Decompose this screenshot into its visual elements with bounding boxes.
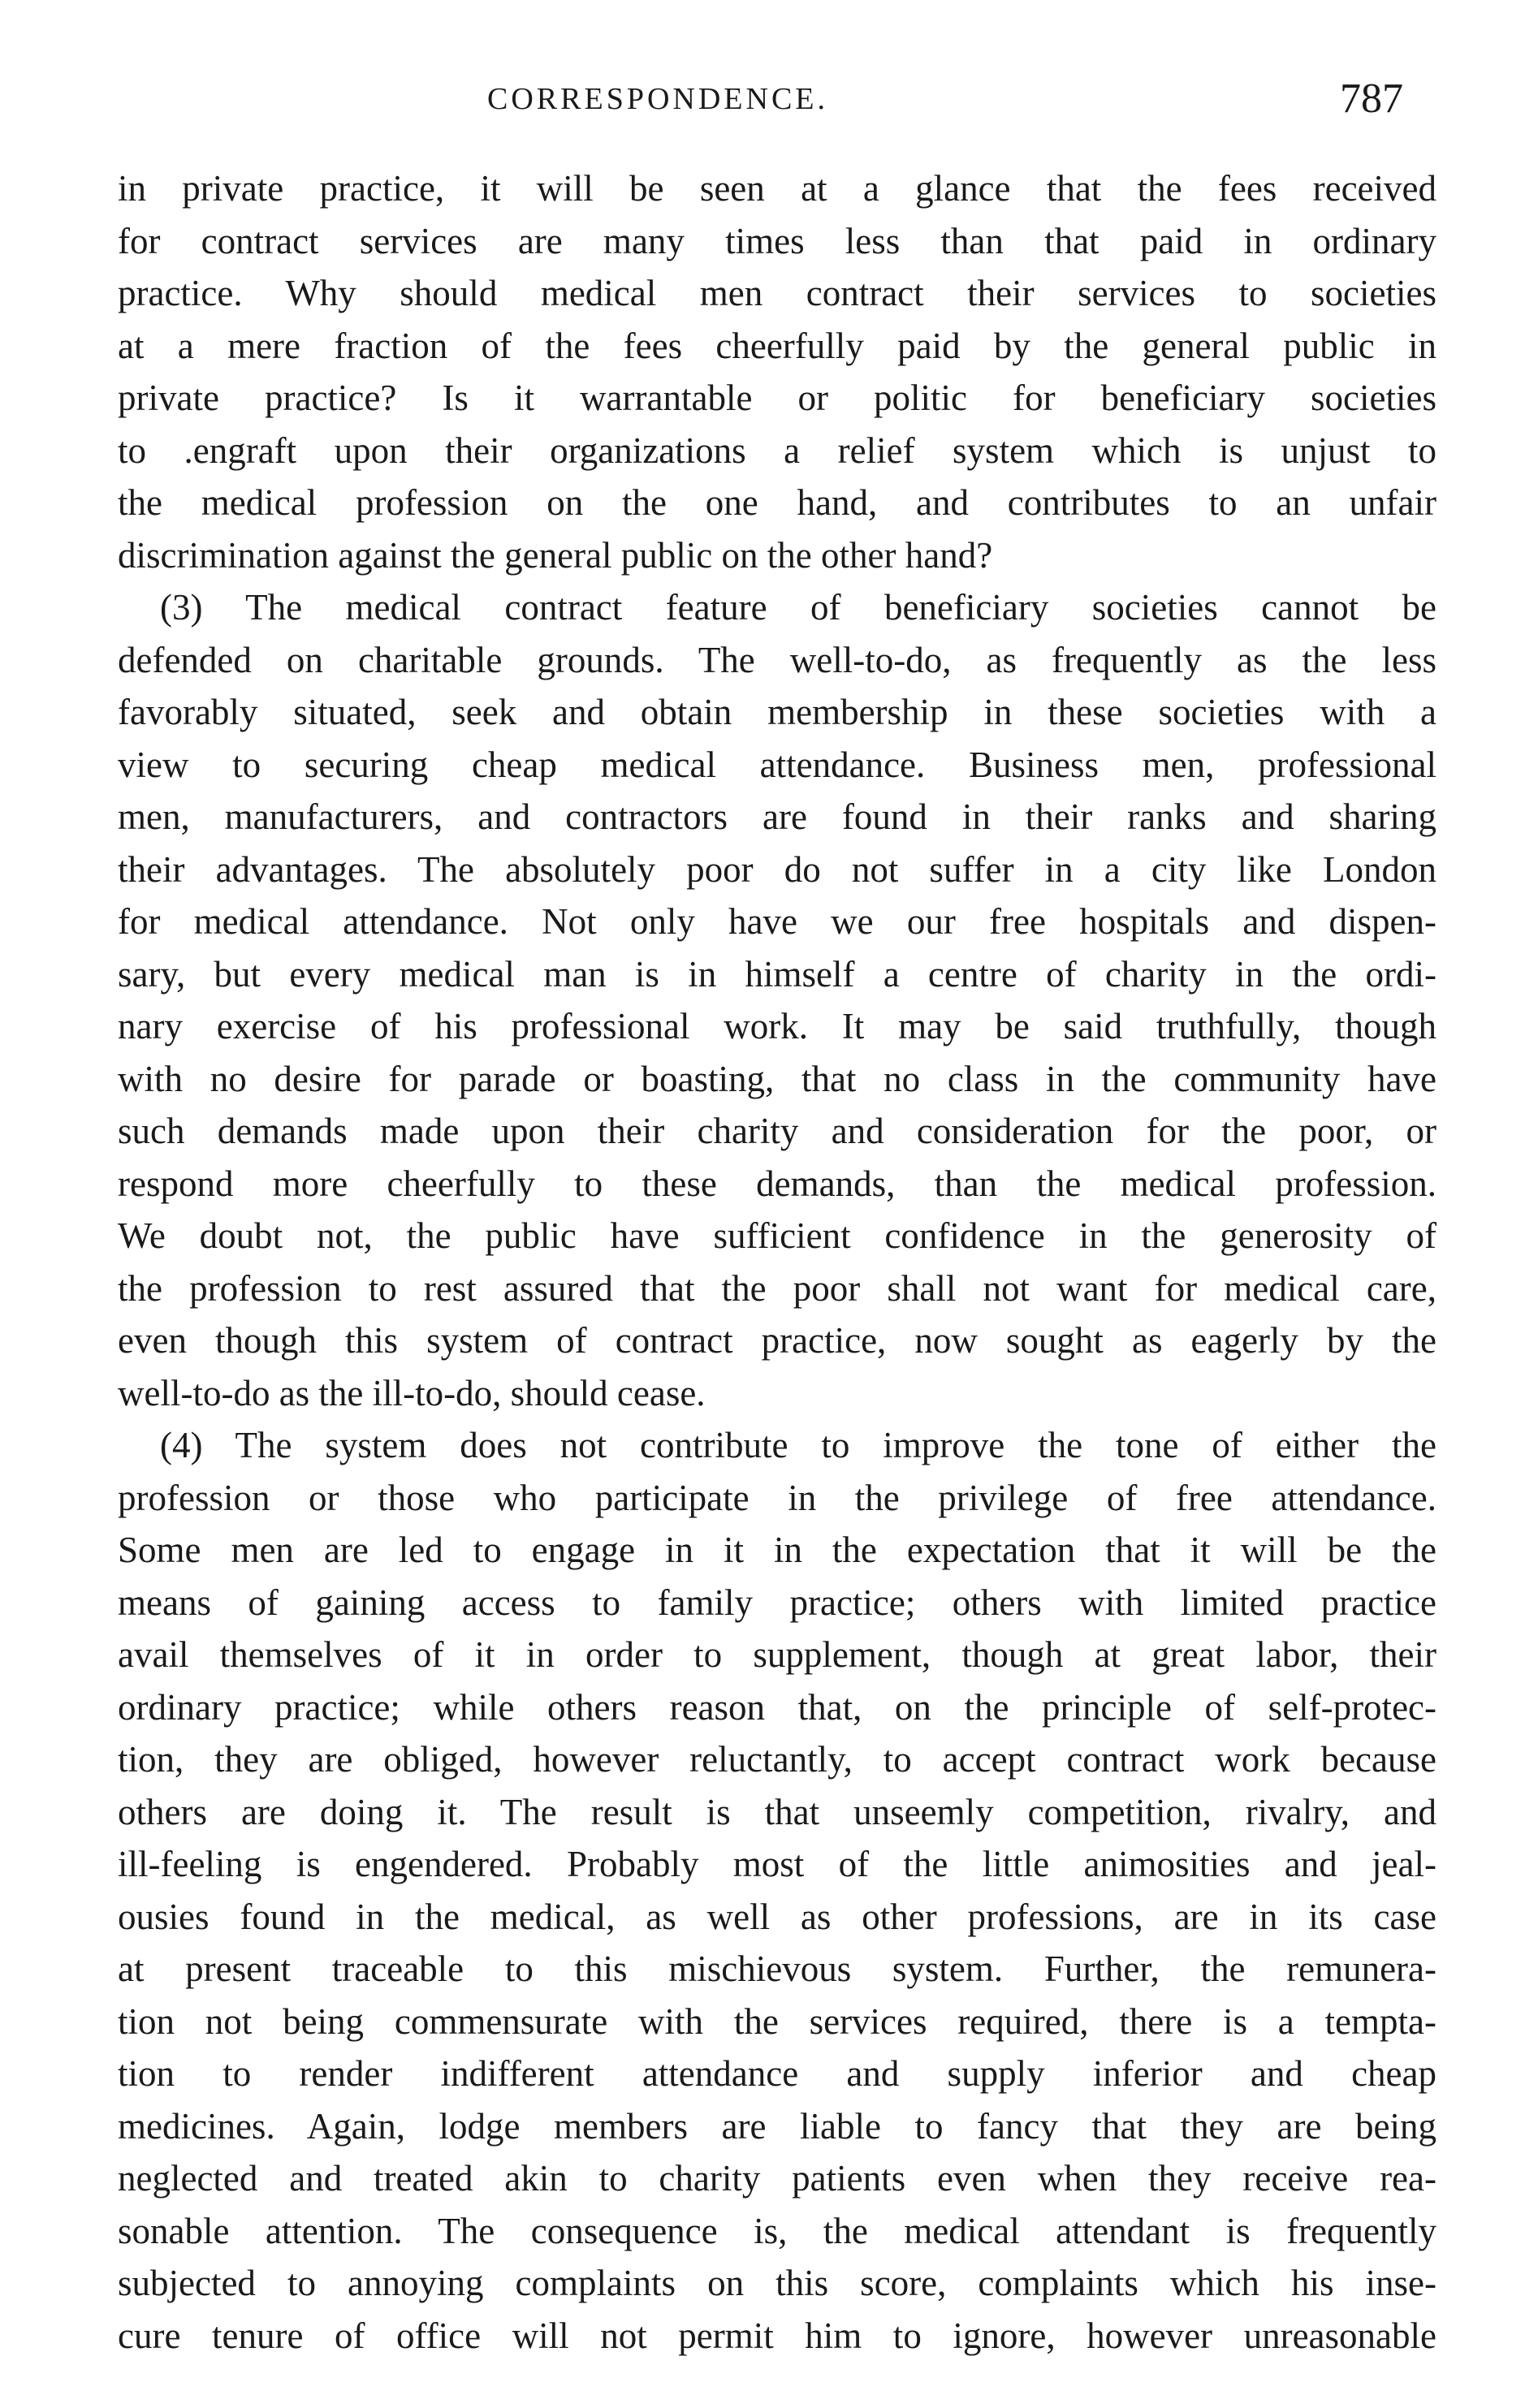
text-line: ousies found in the medical, as well as other professions, are in its case xyxy=(118,1896,1436,1937)
text-line: medicines. Again, lodge members are liable to fancy that they are being xyxy=(118,2105,1436,2147)
text-line: ordinary practice; while others reason that, on the principle of self-protec- xyxy=(118,1686,1436,1728)
text-line: others are doing it. The result is that unseemly competition, rivalry, and xyxy=(118,1791,1436,1832)
text-line: their advantages. The absolutely poor do not suffer in a city like London xyxy=(118,848,1436,890)
text-line: Some men are led to engage in it in the expectation that it will be the xyxy=(118,1530,1436,1570)
text-line: sonable attention. The consequence is, the medical attendant is frequently xyxy=(118,2210,1436,2251)
text-line: sary, but every medical man is in himself a centre of charity in the ordi- xyxy=(118,953,1436,995)
text-line: men, manufacturers, and contractors are found in their ranks and sharing xyxy=(118,796,1436,837)
text-line: with no desire for parade or boasting, that no class in the community have xyxy=(118,1058,1436,1099)
text-line: discrimination against the general public on the other hand? xyxy=(118,534,993,576)
page-number: 787 xyxy=(1340,76,1403,122)
text-line: respond more cheerfully to these demands, than the medical profession. xyxy=(118,1163,1436,1204)
paragraph-start-line: (3) The medical contract feature of beneficiary societies cannot be xyxy=(160,587,1436,628)
text-line: the profession to rest assured that the poor shall not want for medical care, xyxy=(118,1267,1436,1309)
text-line: well-to-do as the ill-to-do, should cease. xyxy=(118,1372,706,1413)
text-line: avail themselves of it in order to supplement, though at great labor, their xyxy=(118,1634,1436,1675)
text-line: favorably situated, seek and obtain membership in these societies with a xyxy=(118,692,1436,732)
body-text xyxy=(118,162,1436,2362)
text-line: at a mere fraction of the fees cheerfully paid by the general public in xyxy=(118,325,1436,366)
text-line: cure tenure of office will not permit him to ignore, however unreasonable xyxy=(118,2315,1436,2356)
text-line: private practice? Is it warrantable or politic for beneficiary societies xyxy=(118,378,1436,418)
text-line: the medical profession on the one hand, and contributes to an unfair xyxy=(118,482,1436,523)
text-line: subjected to annoying complaints on this score, complaints which his inse- xyxy=(118,2263,1436,2303)
text-line: practice. Why should medical men contract their services to societies xyxy=(118,273,1436,313)
text-line: tion not being commensurate with the services required, there is a tempta- xyxy=(118,2000,1436,2042)
text-line: neglected and treated akin to charity patients even when they receive rea- xyxy=(118,2158,1436,2199)
text-line: We doubt not, the public have sufficient confidence in the generosity of xyxy=(118,1215,1436,1256)
text-line: to .engraft upon their organizations a relief system which is unjust to xyxy=(118,429,1436,471)
paragraph-start-line: (4) The system does not contribute to improve the tone of either the xyxy=(160,1425,1436,1465)
text-line: for medical attendance. Not only have we our free hospitals and dispen- xyxy=(118,901,1436,942)
text-line: tion to render indifferent attendance and supply inferior and cheap xyxy=(118,2053,1436,2094)
text-line: defended on charitable grounds. The well-to-do, as frequently as the less xyxy=(118,639,1436,680)
text-line: even though this system of contract practice, now sought as eagerly by the xyxy=(118,1320,1436,1361)
running-title: CORRESPONDENCE. xyxy=(487,82,828,116)
text-line: means of gaining access to family practice; others with limited practice xyxy=(118,1582,1436,1623)
text-line: view to securing cheap medical attendance. Business men, professional xyxy=(118,744,1436,785)
text-line: ill-feeling is engendered. Probably most of the little animosities and jeal- xyxy=(118,1844,1436,1884)
running-head xyxy=(0,75,1538,123)
text-line: such demands made upon their charity and consideration for the poor, or xyxy=(118,1111,1436,1151)
text-line: at present traceable to this mischievous system. Further, the remunera- xyxy=(118,1948,1436,1989)
text-line: nary exercise of his professional work. It may be said truthfully, though xyxy=(118,1006,1436,1046)
text-line: in private practice, it will be seen at a glance that the fees received xyxy=(118,168,1436,209)
text-line: profession or those who participate in the privilege of free attendance. xyxy=(118,1477,1436,1518)
text-line: for contract services are many times less than that paid in ordinary xyxy=(118,220,1436,261)
text-line: tion, they are obliged, however reluctantly, to accept contract work because xyxy=(118,1739,1436,1780)
